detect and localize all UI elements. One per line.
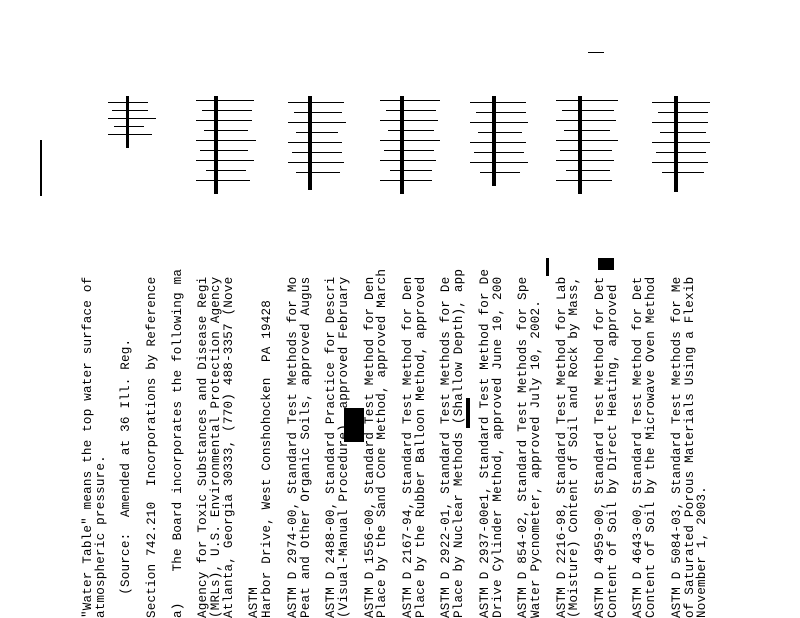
document-line-28: ASTM D 2922-01, Standard Test Methods for De (439, 276, 454, 618)
document-line-40: ASTM D 4959-00, Standard Test Method for Det (593, 276, 607, 618)
document-line-31: ASTM D 2937-00e1, Standard Test Method for De (477, 268, 492, 618)
rotated-text-block (80, 18, 720, 618)
document-line-22: ASTM D 1556-00, Standard Test Method for Den (362, 276, 377, 618)
document-line-1: atmospheric pressure. (93, 455, 108, 618)
document-line-23: Place by the Sand Cone Method, approved March (375, 268, 390, 618)
document-line-29: Place by Nuclear Methods (Shallow Depth), app (452, 268, 467, 618)
document-line-3: (Source: Amended at 36 Ill. Reg. (119, 338, 134, 618)
document-line-20: (Visual-Manual Procedure), approved February (337, 276, 351, 618)
document-line-34: ASTM D 854-02, Standard Test Methods for Spe (516, 276, 531, 618)
document-line-38: (Moisture) Content of Soil and Rock by Mass, (567, 276, 582, 618)
document-line-9: Agency for Toxic Substances and Disease Regi (196, 276, 211, 618)
document-line-13: ASTM (247, 586, 262, 618)
document-line-48: November 1, 2003. (695, 486, 710, 618)
document-line-11: Atlanta, Georgia 30333, (770) 488-3357 (Nove (221, 276, 236, 618)
document-line-17: Peat and Other Organic Soils, approved Augus (298, 276, 313, 618)
document-line-43: ASTM D 4643-00, Standard Test Method for Det (631, 276, 646, 618)
document-line-5: Section 742.210 Incorporations by Reference (145, 276, 159, 618)
document-line-47: of Saturated Porous Materials Using a Flexib (682, 276, 697, 618)
document-line-19: ASTM D 2488-00, Standard Practice for Descri (324, 276, 339, 618)
document-line-10: (MRLs), U.S. Environmental Protection Agency (209, 276, 223, 618)
document-line-0: "Water Table" means the top water surface of (81, 276, 95, 618)
document-line-26: Place by the Rubber Balloon Method, approved (413, 276, 428, 618)
document-line-32: Drive Cylinder Method, approved June 10, 200 (490, 276, 505, 618)
document-line-46: ASTM D 5084-03, Standard Test Methods for Me (669, 276, 684, 618)
document-line-41: Content of Soil by Direct Heating, approved (605, 284, 620, 618)
left-margin-mark (40, 140, 42, 196)
document-line-44: Content of Soil by the Microwave Oven Method (644, 276, 659, 618)
document-line-25: ASTM D 2167-94, Standard Test Method for Den (401, 276, 415, 618)
document-line-7: a) The Board incorporates the following ma (170, 268, 185, 618)
document-line-14: Harbor Drive, West Conshohocken PA 19428 (260, 299, 275, 618)
document-line-35: Water Pycnometer, approved July 10, 2002. (529, 299, 543, 618)
document-line-16: ASTM D 2974-00, Standard Test Methods for Mo (285, 276, 300, 618)
document-line-37: ASTM D 2216-98, Standard Test Method for Lab (554, 276, 569, 618)
